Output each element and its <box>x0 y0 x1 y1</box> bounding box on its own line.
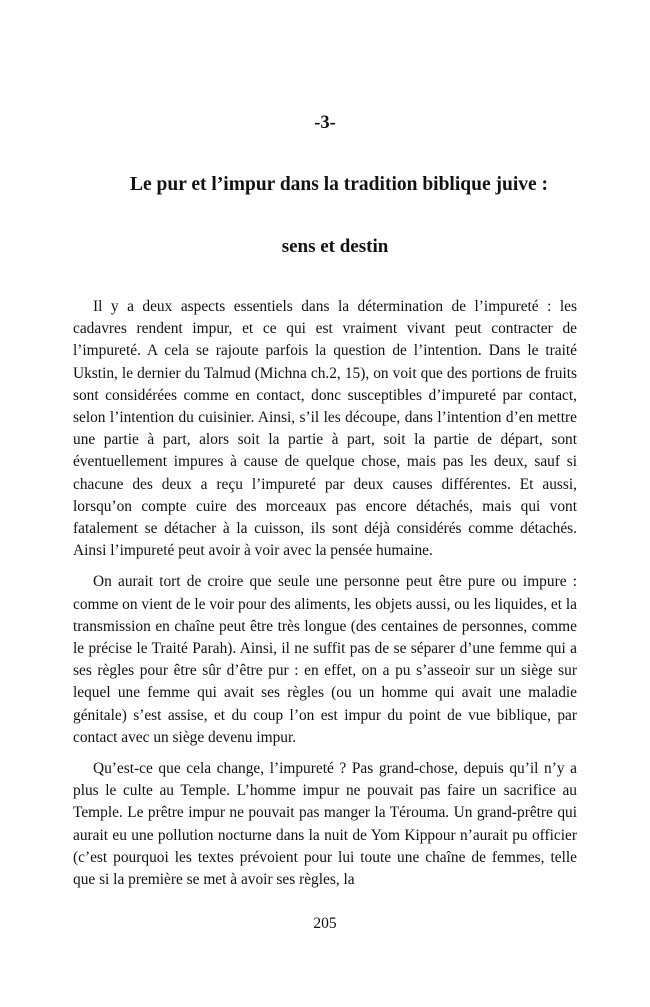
paragraph: Il y a deux aspects essentiels dans la détermination de l’impureté : les cadavres rendent impur, et ce qui est vraiment vivant peut contracter de l’impureté. A cela se rajoute parfois la question de l’intention. Dans le traité Ukstin, le dernier du Talmud (Michna ch.2, 15), on voit que des portions de fruits sont considérées comme en contact, donc susceptibles d’impureté par contact, selon l’intention du cuisinier. Ainsi, s’il les découpe, dans l’intention d’en mettre une partie à part, alors soit la partie à part, soit la partie de départ, sont éventuellement impures à cause de quelque chose, mais pas les deux, sauf si chacune des deux a reçu l’impureté par deux causes différentes. Et aussi, lorsqu’on compte cuire des morceaux pas encore détachés, mais qui vont fatalement se détacher à la cuisson, ils sont déjà considérés comme détachés. Ainsi l’impureté peut avoir à voir avec la pensée humaine. <box>73 298 577 560</box>
chapter-number: -3- <box>314 113 336 133</box>
paragraph: Qu’est-ce que cela change, l’impureté ? Pas grand-chose, depuis qu’il n’y a plus le culte au Temple. L’homme impur ne pouvait pas faire un sacrifice au Temple. Le prêtre impur ne pouvait pas manger la Térouma. Un grand-prêtre qui aurait eu une pollution nocturne dans la nuit de Yom Kippour n’aurait pu officier (c’est pourquoi les textes prévoient pour lui toute une chaîne de femmes, telle que si la première se met à avoir ses règles, la <box>73 760 577 889</box>
chapter-subtitle: sens et destin <box>281 236 389 257</box>
chapter-body <box>73 296 577 900</box>
paragraph: On aurait tort de croire que seule une personne peut être pure ou impure : comme on vient de le voir pour des aliments, les objets aussi, ou les liquides, et la transmission en chaîne peut être très longue (des centaines de personnes, comme le précise le Traité Parah). Ainsi, il ne suffit pas de se séparer d’une femme qui a ses règles pour être sûr d’être pur : en effet, on a pu s’asseoir sur un siège sur lequel une femme qui avait ses règles (ou un homme qui avait une maladie génitale) s’est assise, et du coup l’on est impur du point de vue biblique, par contact avec un siège devenu impur. <box>73 573 577 746</box>
chapter-title: Le pur et l’impur dans la tradition biblique juive : <box>129 174 549 195</box>
page-number: 205 <box>313 915 337 932</box>
